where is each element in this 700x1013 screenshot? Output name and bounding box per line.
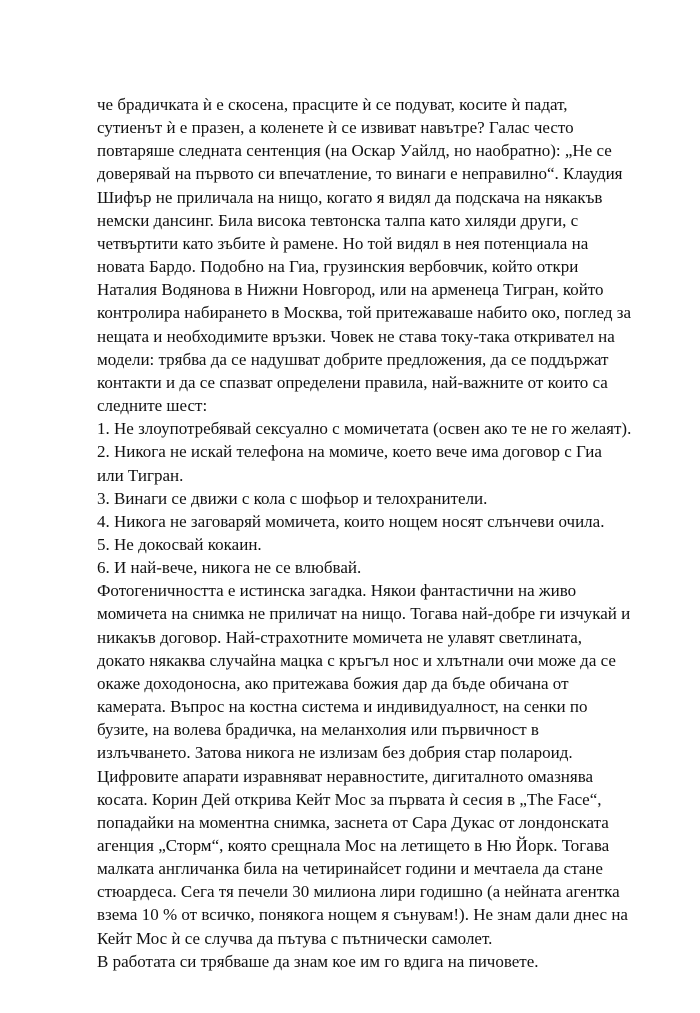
text-line: 1. Не злоупотребявай сексуално с момичетата (освен ако те не го желаят). [97,419,632,439]
text-line: бузите, на волева брадичка, на меланхолия или първичност в [97,720,539,740]
text-line: новата Бардо. Подобно на Гиа, грузинския вербовчик, който откри [97,257,579,277]
text-line: Шифър не приличала на нищо, когато я видял да подскача на някакъв [97,187,603,207]
text-line: 4. Никога не заговаряй момичета, които нощем носят слънчеви очила. [97,511,605,531]
text-line: контакти и да се спазват определени правила, най-важните от които са [97,372,608,392]
text-line: контролира набирането в Москва, той притежаваше набито око, поглед за [97,303,632,323]
text-line: стюардеса. Сега тя печели 30 милиона лири годишно (а нейната агентка [97,882,620,902]
text-line: че брадичката ѝ е скосена, прасците ѝ се подуват, косите ѝ падат, [97,95,568,114]
text-line: малката англичанка била на четиринайсет години и мечтаела да стане [97,859,603,879]
text-line: косата. Корин Дей открива Кейт Мос за първата ѝ сесия в „The Face“, [97,789,602,809]
text-line: нещата и необходимите връзки. Човек не става току-така откривател на [97,326,615,346]
text-line: Фотогеничността е истинска загадка. Някои фантастични на живо [97,581,577,601]
text-line: повтаряше следната сентенция (на Оскар Уайлд, но наобратно): „Не се [97,141,612,161]
text-line: или Тигран. [97,465,184,485]
text-line: докато някаква случайна мацка с кръгъл нос и хлътнали очи може да се [97,650,616,670]
text-line: попадайки на моментна снимка, заснета от Сара Дукас от лондонската [97,812,609,832]
text-line: сутиенът ѝ е празен, а коленете ѝ се извиват навътре? Галас често [97,118,574,138]
text-line: излъчването. Затова никога не излизам без добрия стар полароид. [97,743,573,763]
text-line: агенция „Сторм“, която срещнала Мос на летището в Ню Йорк. Тогава [97,836,610,855]
text-line: Кейт Мос ѝ се случва да пътува с пътнически самолет. [97,928,493,948]
text-line: окаже доходоносна, ако притежава божия дар да бъде обичана от [97,673,569,693]
text-line: четвъртити като зъбите ѝ рамене. Но той видял в нея потенциала на [97,233,589,253]
text-line: 6. И най-вече, никога не се влюбвай. [97,558,362,578]
text-line: взема 10 % от всичко, понякога нощем я сънувам!). Не знам дали днес на [97,905,628,925]
text-line: 2. Никога не искай телефона на момиче, което вече има договор с Гиа [97,442,602,462]
body-text [97,93,657,973]
text-line: Цифровите апарати изравняват неравностите, дигиталното омазнява [97,766,594,786]
text-line: Наталия Водянова в Нижни Новгород, или на арменеца Тигран, който [97,280,604,300]
text-line: немски дансинг. Била висока тевтонска талпа като хиляди други, с [97,210,579,230]
text-line: 3. Винаги се движи с кола с шофьор и телохранители. [97,488,488,508]
text-line: момичета на снимка не приличат на нищо. Тогава най-добре ги изчукай и [97,604,631,624]
text-line: доверявай на първото си впечатление, то винаги е неправилно“. Клаудия [97,164,623,184]
text-line: следните шест: [97,396,208,416]
text-line: 5. Не докосвай кокаин. [97,534,262,554]
text-line: никакъв договор. Най-страхотните момичета не улавят светлината, [97,627,582,647]
text-line: камерата. Въпрос на костна система и индивидуалност, на сенки по [97,697,588,717]
text-line: В работата си трябваше да знам кое им го вдига на пичовете. [97,951,539,971]
text-line: модели: трябва да се надушват добрите предложения, да се поддържат [97,349,609,369]
